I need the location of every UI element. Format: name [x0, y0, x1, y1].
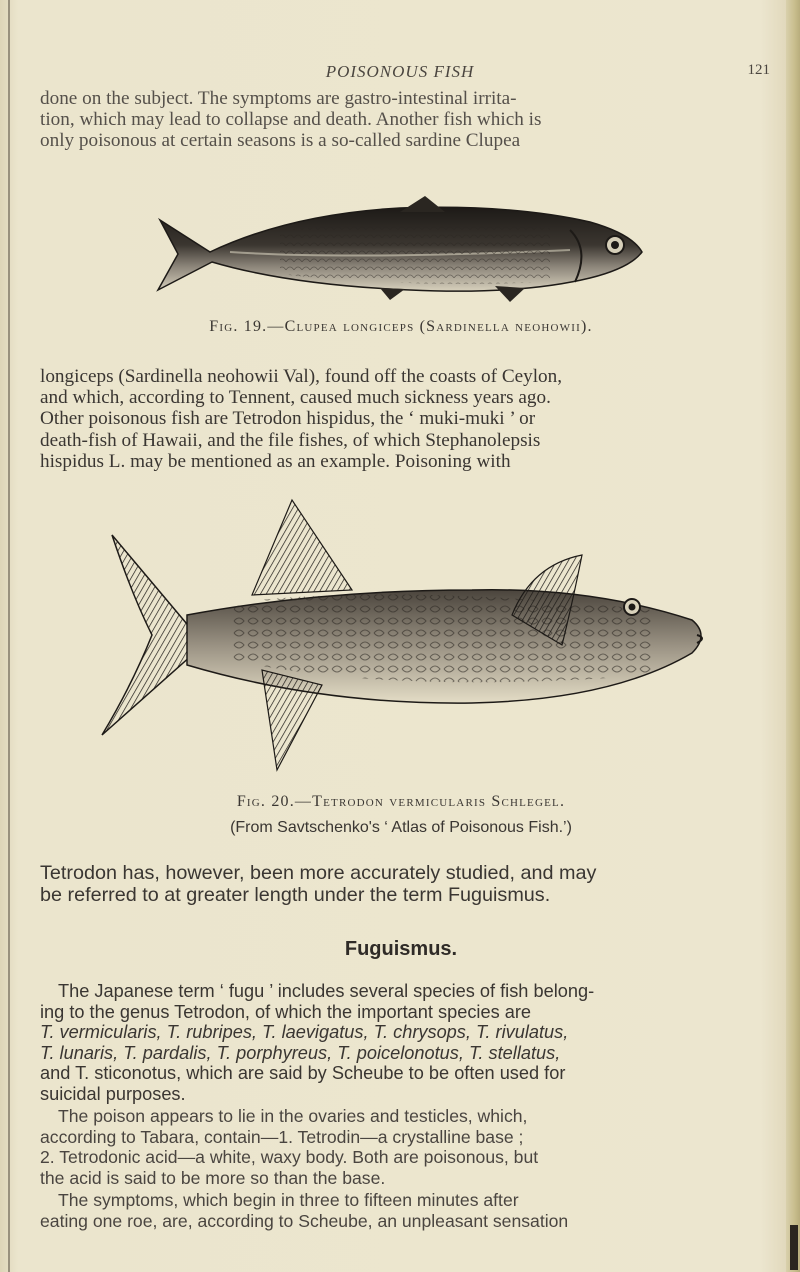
text-line: T. vermicularis, T. rubripes, T. laevigatus, T. chrysops, T. rivulatus, — [40, 1022, 569, 1042]
paragraph-2 — [40, 366, 762, 472]
text-line: longiceps (Sardinella neohowii Val), found off the coasts of Ceylon, — [40, 366, 563, 387]
text-line: 2. Tetrodonic acid—a white, waxy body. Both are poisonous, but — [40, 1147, 539, 1167]
text-line: eating one roe, are, according to Scheube, an unpleasant sensation — [40, 1210, 569, 1231]
figure-20-caption: Fig. 20.—Tetrodon vermicularis Schlegel. — [236, 793, 566, 810]
page-number: 121 — [747, 62, 770, 78]
text-line: T. lunaris, T. pardalis, T. porphyreus, T. poicelonotus, T. stellatus, — [40, 1042, 561, 1063]
figure-19-caption: Fig. 19.—Clupea longiceps (Sardinella neohowii). — [209, 318, 593, 335]
text-line: and which, according to Tennent, caused much sickness years ago. — [40, 387, 551, 409]
paragraph-6 — [40, 1190, 762, 1231]
figure-19-sardine-illustration — [150, 190, 650, 320]
running-title: POISONOUS FISH — [325, 62, 475, 81]
text-line: only poisonous at certain seasons is a so-called sardine Clupea — [40, 130, 521, 152]
page-header — [30, 62, 770, 84]
page-gutter-line — [8, 0, 10, 1272]
text-line: and T. sticonotus, which are said by Scheube to be often used for — [40, 1063, 566, 1083]
text-line: ing to the genus Tetrodon, of which the important species are — [40, 1001, 532, 1022]
paragraph-1 — [40, 88, 762, 152]
text-line: The Japanese term ‘ fugu ’ includes several species of fish belong- — [58, 981, 595, 1001]
text-line: the acid is said to be more so than the base. — [40, 1167, 386, 1188]
paragraph-4 — [40, 981, 762, 1104]
page-edge-mark — [790, 1225, 798, 1270]
figure-20-source: (From Savtschenko's ‘ Atlas of Poisonous Fish.’) — [230, 819, 572, 836]
text-line: The symptoms, which begin in three to fifteen minutes after — [58, 1190, 519, 1210]
text-line: hispidus L. may be mentioned as an example. Poisoning with — [40, 450, 511, 472]
text-line: be referred to at greater length under the term Fuguismus. — [40, 884, 551, 906]
paragraph-5 — [40, 1106, 762, 1188]
figure-20-tetrodon-illustration — [92, 495, 722, 775]
paragraph-3 — [40, 862, 762, 906]
text-line: death-fish of Hawaii, and the file fishes, of which Stephanolepsis — [40, 429, 541, 451]
text-line: Tetrodon has, however, been more accurately studied, and may — [40, 862, 597, 884]
page-edge — [786, 0, 800, 1272]
text-line: Other poisonous fish are Tetrodon hispidus, the ‘ muki-muki ’ or — [40, 408, 536, 430]
text-line: tion, which may lead to collapse and death. Another fish which is — [40, 109, 542, 131]
text-line: suicidal purposes. — [40, 1083, 186, 1104]
text-line: according to Tabara, contain—1. Tetrodin—a crystalline base ; — [40, 1126, 524, 1147]
text-line: The poison appears to lie in the ovaries and testicles, which, — [58, 1106, 528, 1126]
text-line: done on the subject. The symptoms are gastro-intestinal irrita- — [40, 88, 517, 109]
section-heading: Fuguismus. — [344, 938, 458, 960]
